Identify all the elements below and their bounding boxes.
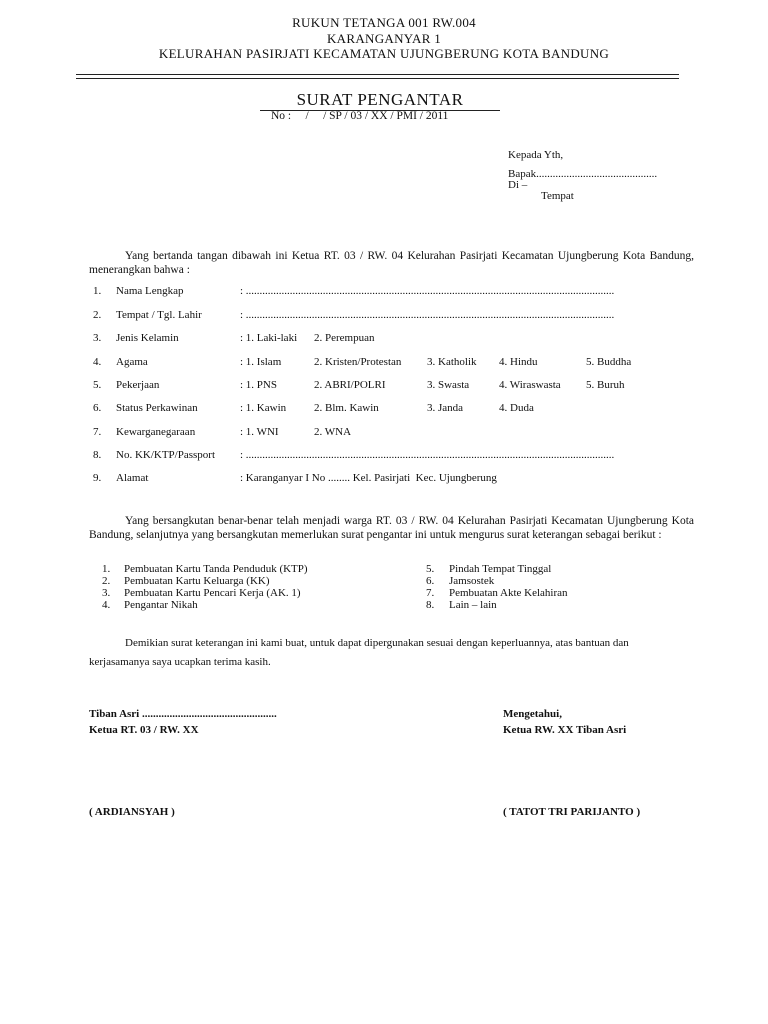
field-number: 2. bbox=[93, 309, 102, 321]
field-option: 5. Buruh bbox=[586, 379, 625, 391]
field-value: : Karanganyar I No ........ Kel. Pasirjati Kec. Ujungberung bbox=[240, 472, 497, 484]
field-option: 5. Buddha bbox=[586, 356, 632, 368]
sign-left-name: ( ARDIANSYAH ) bbox=[89, 806, 175, 818]
header-line-3: KELURAHAN PASIRJATI KECAMATAN UJUNGBERUNG KOTA BANDUNG bbox=[158, 46, 610, 61]
field-option: 3. Katholik bbox=[427, 356, 477, 368]
field-option: : 1. Islam bbox=[240, 356, 282, 368]
field-value: : ...................................................................................................................................... bbox=[240, 449, 615, 461]
field-option: 3. Janda bbox=[427, 402, 464, 414]
field-label: Status Perkawinan bbox=[116, 402, 198, 414]
list-item bbox=[102, 563, 110, 575]
field-number: 8. bbox=[93, 449, 102, 461]
field-option: 2. Perempuan bbox=[314, 332, 375, 344]
field-option: : 1. PNS bbox=[240, 379, 277, 391]
recipient-to: Kepada Yth, bbox=[508, 149, 564, 161]
field-number: 3. bbox=[93, 332, 102, 344]
field-label: Kewarganegaraan bbox=[116, 426, 196, 438]
letter-number: No : / / SP / 03 / XX / PMI / 2011 bbox=[271, 110, 449, 122]
list-item-text: Jamsostek bbox=[449, 575, 495, 587]
list-item bbox=[102, 587, 110, 599]
field-number: 4. bbox=[93, 356, 102, 368]
list-number: 5. bbox=[426, 563, 435, 575]
field-option: 3. Swasta bbox=[427, 379, 470, 391]
header-divider-top bbox=[76, 74, 679, 75]
field-number: 1. bbox=[93, 285, 102, 297]
field-label: Pekerjaan bbox=[116, 379, 160, 391]
list-item bbox=[426, 575, 434, 587]
list-item-text: Pembuatan Kartu Tanda Penduduk (KTP) bbox=[124, 563, 308, 575]
intro-paragraph: Yang bertanda tangan dibawah ini Ketua RT. 03 / RW. 04 Kelurahan Pasirjati Kecamatan Ujungberung Kota Bandung, menerangkan bahwa : bbox=[89, 250, 694, 276]
list-item bbox=[102, 575, 110, 587]
list-item-text: Pengantar Nikah bbox=[124, 599, 198, 611]
field-option: 2. Kristen/Protestan bbox=[314, 356, 402, 368]
field-option: 4. Wiraswasta bbox=[499, 379, 561, 391]
list-item-text: Pembuatan Kartu Keluarga (KK) bbox=[124, 575, 270, 587]
sign-right-name: ( TATOT TRI PARIJANTO ) bbox=[503, 806, 641, 818]
closing-line-1: Demikian surat keterangan ini kami buat, untuk dapat dipergunakan sesuai dengan keperluannya, atas bantuan dan bbox=[125, 637, 629, 649]
list-item bbox=[426, 599, 434, 611]
list-number: 3. bbox=[102, 587, 111, 599]
sign-right-role: Ketua RW. XX Tiban Asri bbox=[503, 724, 627, 736]
sign-right-label: Mengetahui, bbox=[503, 708, 562, 720]
field-label: Tempat / Tgl. Lahir bbox=[116, 309, 202, 321]
field-label: Jenis Kelamin bbox=[116, 332, 179, 344]
list-item-text: Pindah Tempat Tinggal bbox=[449, 563, 552, 575]
list-item bbox=[426, 563, 434, 575]
list-number: 4. bbox=[102, 599, 111, 611]
list-number: 2. bbox=[102, 575, 111, 587]
sign-left-place: Tiban Asri ................................................. bbox=[89, 708, 277, 720]
field-option: 4. Duda bbox=[499, 402, 534, 414]
list-item-text: Pembuatan Akte Kelahiran bbox=[449, 587, 568, 599]
list-item-text: Pembuatan Kartu Pencari Kerja (AK. 1) bbox=[124, 587, 301, 599]
field-number: 6. bbox=[93, 402, 102, 414]
list-item bbox=[426, 587, 434, 599]
field-number: 7. bbox=[93, 426, 102, 438]
field-option: : 1. Kawin bbox=[240, 402, 287, 414]
recipient-name: Bapak............................................ bbox=[508, 168, 658, 180]
field-option: 2. Blm. Kawin bbox=[314, 402, 379, 414]
header-divider-bottom bbox=[76, 78, 679, 79]
field-label: Nama Lengkap bbox=[116, 285, 184, 297]
body-paragraph: Yang bersangkutan benar-benar telah menjadi warga RT. 03 / RW. 04 Kelurahan Pasirjati Kecamatan Ujungberung Kota Bandung, selanjutnya yang bersangkutan memerlukan surat pengantar ini untuk mengurus surat keterangan sebagai berikut : bbox=[89, 515, 694, 541]
field-number: 9. bbox=[93, 472, 102, 484]
field-label: Alamat bbox=[116, 472, 149, 484]
list-item bbox=[102, 599, 110, 611]
list-number: 6. bbox=[426, 575, 435, 587]
list-number: 8. bbox=[426, 599, 435, 611]
field-option: : 1. Laki-laki bbox=[240, 332, 298, 344]
list-number: 7. bbox=[426, 587, 435, 599]
field-label: No. KK/KTP/Passport bbox=[116, 449, 216, 461]
field-number: 5. bbox=[93, 379, 102, 391]
field-option: 2. WNA bbox=[314, 426, 352, 438]
field-option: 4. Hindu bbox=[499, 356, 538, 368]
field-option: 2. ABRI/POLRI bbox=[314, 379, 386, 391]
field-value: : ...................................................................................................................................... bbox=[240, 285, 615, 297]
sign-left-role: Ketua RT. 03 / RW. XX bbox=[89, 724, 199, 736]
recipient-at: Di – bbox=[508, 179, 528, 191]
header-line-2: KARANGANYAR 1 bbox=[326, 31, 442, 46]
header-line-1: RUKUN TETANGA 001 RW.004 bbox=[292, 15, 476, 30]
closing-line-2: kerjasamanya saya ucapkan terima kasih. bbox=[89, 656, 271, 668]
field-option: : 1. WNI bbox=[240, 426, 279, 438]
letter-title: SURAT PENGANTAR bbox=[296, 90, 464, 109]
recipient-place: Tempat bbox=[541, 190, 574, 202]
field-label: Agama bbox=[116, 356, 148, 368]
list-number: 1. bbox=[102, 563, 111, 575]
list-item-text: Lain – lain bbox=[449, 599, 497, 611]
field-value: : ...................................................................................................................................... bbox=[240, 309, 615, 321]
